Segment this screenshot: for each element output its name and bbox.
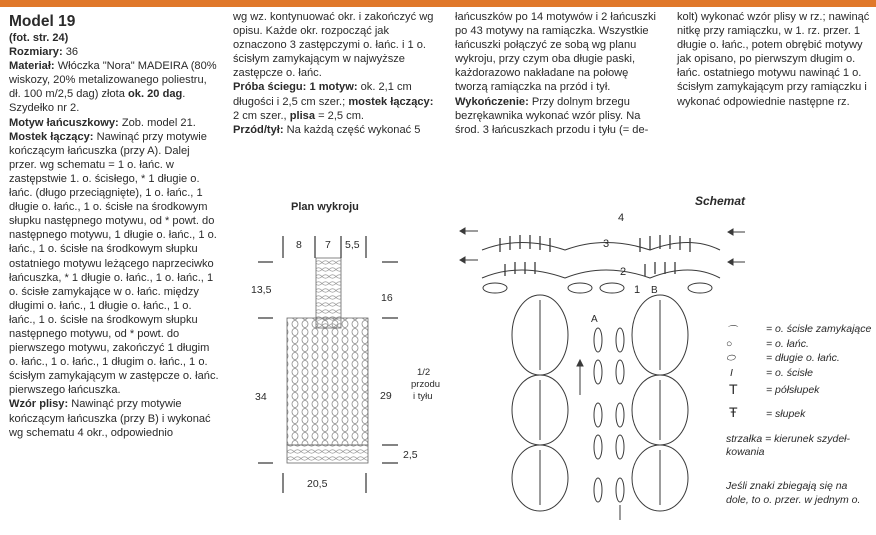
- finishing: Wykończenie: Przy dolnym brzegu bezrękawnika wykonać wzór plisy. Na środ. 3 łańcuszkach przodu i tyłu (= de-: [455, 95, 649, 136]
- point-b: B: [651, 285, 658, 296]
- legend-1: = o. łańc.: [766, 338, 809, 350]
- photo-ref: (fot. str. 24): [9, 32, 69, 44]
- half-note-1: 1/2: [417, 367, 431, 378]
- schemat-title: Schemat: [695, 194, 746, 208]
- extra-note-1: Jeśli znaki zbiegają się na: [726, 480, 848, 492]
- sizes: Rozmiary: 36: [9, 46, 79, 59]
- col2-text: wg wz. kontynuować okr. i zakończyć wg opisu. Każde okr. rozpocząć jak oznaczono 3 zastępczymi o. łańc. i 1 o. ścisłym zamykającym w najwyższe zastępcze o. łańc.: [233, 11, 434, 80]
- legend-3: = o. ścisłe: [766, 367, 813, 379]
- dim-top-3: 5,5: [345, 239, 360, 251]
- legend-2: = długie o. łańc.: [766, 352, 840, 364]
- arrow-note-2: kowania: [726, 446, 765, 458]
- col3-text: łańcuszków po 14 motywów i 2 łańcuszki po 43 motywy na ramiączka. Wszystkie łańcuszki połączyć ze sobą wg planu wykroju, przy czym oba długie paski, każdorazowo nakładane na połowę tworzą ramiączka na przód i tył.: [455, 11, 657, 94]
- bridge-instructions: Mostek łączący: Nawinąć przy motywie kończącym łańcuszka (przy A). Dalej przer. wg schematu = 1 o. łańc. w zastępstwie 1. o. ścisłego, * 1 długie o. łańc. (długo przeciągnięte), 1 o. łańc., 1 długie o. łańc., 1 o. ścisłe na środkowym słupku następnego motywu, od * powt. do następnego motywu, 1 długie o. łańc., 1 o. łańc., 1 o. ścisłe na środkowym słupku ostatniego motywu leżącego naprzeciwko łańcuszka, * 1 długie o. łańc., 1 o. łańc., 1 o. ścisłe zamykające w o. łańc. między długimi o. łańc., 1 długie o. łańc., 1 o. łańc., 1 o. ścisłe na środkowym słupku następnego motywu, od * powt. do pierwszego motywu, zakończyć 1 długim o. łańc., 1 o. łańc., 1 długim o. łańc., 1 o. ścisłym zamykającym w zastępcze o. łańc. pierwszego łańcuszka.: [9, 130, 219, 397]
- round-3: 3: [603, 238, 610, 250]
- half-note-3: i tyłu: [413, 391, 433, 402]
- point-a: A: [591, 314, 598, 325]
- col4-text: kolt) wykonać wzór plisy w rz.; nawinąć nitkę przy ramiączku, w 1. rz. przer. 1 długie o. łańc., potem obrębić motywy jak opisano, po pierwszym długim o. łańc. ostatniego motywu nawinąć 1 o. ścisłym zamykającym przy ramiączku i wykonać odpowiednie następne rz.: [677, 11, 870, 108]
- model-title: Model 19: [9, 13, 76, 30]
- material: Materiał: Włóczka "Nora" MADEIRA (80% wiskozy, 20% metalizowanego poliestru, dł. 100 m/2,5 dag) złota ok. 20 dag. Szydełko nr 2.: [9, 60, 217, 115]
- legend-5: = słupek: [766, 408, 806, 420]
- dim-top-2: 7: [325, 239, 331, 251]
- dim-edge: 2,5: [403, 449, 418, 461]
- edging-instructions: Wzór plisy: Nawinąć przy motywie kończącym łańcuszka (przy B) i wykonać wg schematu 4 okr., odpowiednio: [9, 398, 211, 439]
- round-4: 4: [618, 212, 625, 224]
- legend-sym-1: ○: [726, 338, 733, 350]
- legend-0: = o. ścisłe zamykające: [766, 323, 872, 335]
- legend-sym-3: I: [730, 367, 733, 379]
- extra-note-2: dole, to o. przer. w jednym o.: [726, 494, 861, 506]
- chain-motif: Motyw łańcuszkowy: Zob. model 21.: [9, 116, 196, 129]
- arrow-note-1: strzałka = kierunek szydeł-: [726, 433, 851, 445]
- legend-4: = półsłupek: [766, 384, 820, 396]
- plan-title: Plan wykroju: [291, 201, 359, 213]
- legend-sym-2: ⬭: [726, 352, 735, 364]
- legend-sym-4: T: [729, 381, 738, 397]
- dim-left-bottom: 34: [255, 391, 267, 403]
- legend-sym-5: Ŧ: [729, 404, 738, 420]
- dim-right-top: 16: [381, 292, 393, 304]
- round-1: 1: [634, 284, 641, 296]
- round-2: 2: [620, 266, 627, 278]
- legend-sym-0: ⌒: [726, 325, 737, 337]
- dim-left-top: 13,5: [251, 284, 272, 296]
- front-back: Przód/tył: Na każdą część wykonać 5: [233, 123, 421, 136]
- dim-top-1: 8: [296, 239, 302, 251]
- dim-bottom: 20,5: [307, 478, 328, 490]
- dim-right-bottom: 29: [380, 390, 392, 402]
- half-note-2: przodu: [411, 379, 441, 390]
- gauge: Próba ściegu: 1 motyw: ok. 2,1 cm długości i 2,5 cm szer.; mostek łączący: 2 cm szer., plisa = 2,5 cm.: [233, 81, 434, 122]
